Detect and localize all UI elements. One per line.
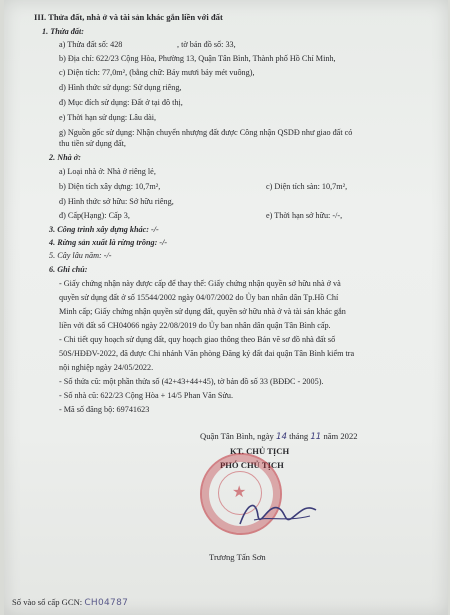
register-number: CH04787 <box>84 598 129 608</box>
land-use-term: e) Thời hạn sử dụng: Lâu dài, <box>59 113 157 122</box>
sign-month: 11 <box>310 432 322 442</box>
vice-chairman-title: PHÓ CHỦ TỊCH <box>220 460 284 470</box>
note-replace-line1: - Giấy chứng nhận này được cấp để thay thế: Giấy chứng nhận quyền sở hữu nhà ở và <box>59 279 341 288</box>
place-date <box>200 431 358 442</box>
on-behalf: KT. CHỦ TỊCH <box>230 446 290 456</box>
house-type: a) Loại nhà ở: Nhà ở riêng lẻ, <box>59 167 156 176</box>
note-plan-line1: - Chi tiết quy hoạch sử dụng đất, quy hoạch giao thông theo Bản vẽ sơ đồ nhà đất số <box>59 335 336 344</box>
house-ownership: d) Hình thức sở hữu: Sở hữu riêng, <box>59 197 174 206</box>
note-replace-line2: quyền sử dụng đất ở số 15544/2002 ngày 04/07/2002 do Ủy ban nhân dân Tp.Hồ Chí <box>59 293 339 302</box>
section-title: III. Thửa đất, nhà ở và tài sản khác gắn liền với đất <box>34 12 223 22</box>
certificate-register <box>12 597 128 608</box>
house-grade: đ) Cấp(Hạng): Cấp 3, <box>59 211 130 220</box>
note-plan-line2: 50S/HĐĐV-2022, đã được Chi nhánh Văn phòng Đăng ký đất đai quận Tân Bình kiểm tra <box>59 349 355 358</box>
month-word: tháng <box>289 431 309 441</box>
note-old-house: - Số nhà cũ: 622/23 Cộng Hòa + 14/5 Phan Văn Sửu. <box>59 391 234 400</box>
other-works: 3. Công trình xây dựng khác: -/- <box>49 225 159 234</box>
note-plan-line3: nội nghiệp ngày 24/05/2022. <box>59 363 154 372</box>
land-origin-line2: thu tiền sử dụng đất, <box>59 139 126 148</box>
sign-day: 14 <box>276 432 287 442</box>
register-label: Số vào sổ cấp GCN: <box>12 597 83 607</box>
house-floor-area: c) Diện tích sàn: 10,7m², <box>266 182 348 191</box>
house-built-area: b) Diện tích xây dựng: 10,7m², <box>59 182 161 191</box>
land-use-form: d) Hình thức sử dụng: Sử dụng riêng, <box>59 83 182 92</box>
land-area: c) Diện tích: 77,0m², (bằng chữ: Bảy mươi bảy mét vuông), <box>59 68 255 77</box>
sign-year: năm 2022 <box>323 431 358 441</box>
house-ownership-term: e) Thời hạn sở hữu: -/-, <box>266 211 343 220</box>
land-origin-line1: g) Nguồn gốc sử dụng: Nhận chuyển nhượng đất được Công nhận QSDĐ như giao đất có <box>59 128 353 137</box>
land-heading: 1. Thửa đất: <box>42 27 84 36</box>
notes-heading: 6. Ghi chú: <box>49 265 88 274</box>
production-forest: 4. Rừng sản xuất là rừng trồng: -/- <box>49 238 168 247</box>
map-sheet: , tờ bản đồ số: 33, <box>177 40 236 49</box>
parcel-number: a) Thửa đất số: 428 <box>59 40 123 49</box>
note-replace-line3: Minh cấp; Giấy chứng nhận quyền sử dụng đất, quyền sở hữu nhà ở và tài sản khác gắn <box>59 307 346 316</box>
place-date-prefix: Quận Tân Bình, ngày <box>200 431 274 441</box>
note-old-parcel: - Số thửa cũ: một phần thửa số (42+43+44+45), tờ bản đồ số 33 (BĐĐC - 2005). <box>59 377 324 386</box>
note-reg-code: - Mã số đăng bộ: 69741623 <box>59 405 150 414</box>
star-icon: ★ <box>232 484 247 501</box>
certificate-page <box>4 0 448 615</box>
land-address: b) Địa chỉ: 622/23 Cộng Hòa, Phường 13, Quận Tân Bình, Thành phố Hồ Chí Minh, <box>59 54 336 63</box>
note-replace-line4: liền với đất số CH04066 ngày 22/08/2019 do Ủy ban nhân dân quận Tân Bình cấp. <box>59 321 331 330</box>
perennial-trees: 5. Cây lâu năm: -/- <box>49 251 112 260</box>
signer-name: Trương Tấn Sơn <box>209 552 266 562</box>
land-use-purpose: đ) Mục đích sử dụng: Đất ở tại đô thị, <box>59 98 183 107</box>
signature-mark <box>234 494 324 534</box>
house-heading: 2. Nhà ở: <box>49 153 81 162</box>
